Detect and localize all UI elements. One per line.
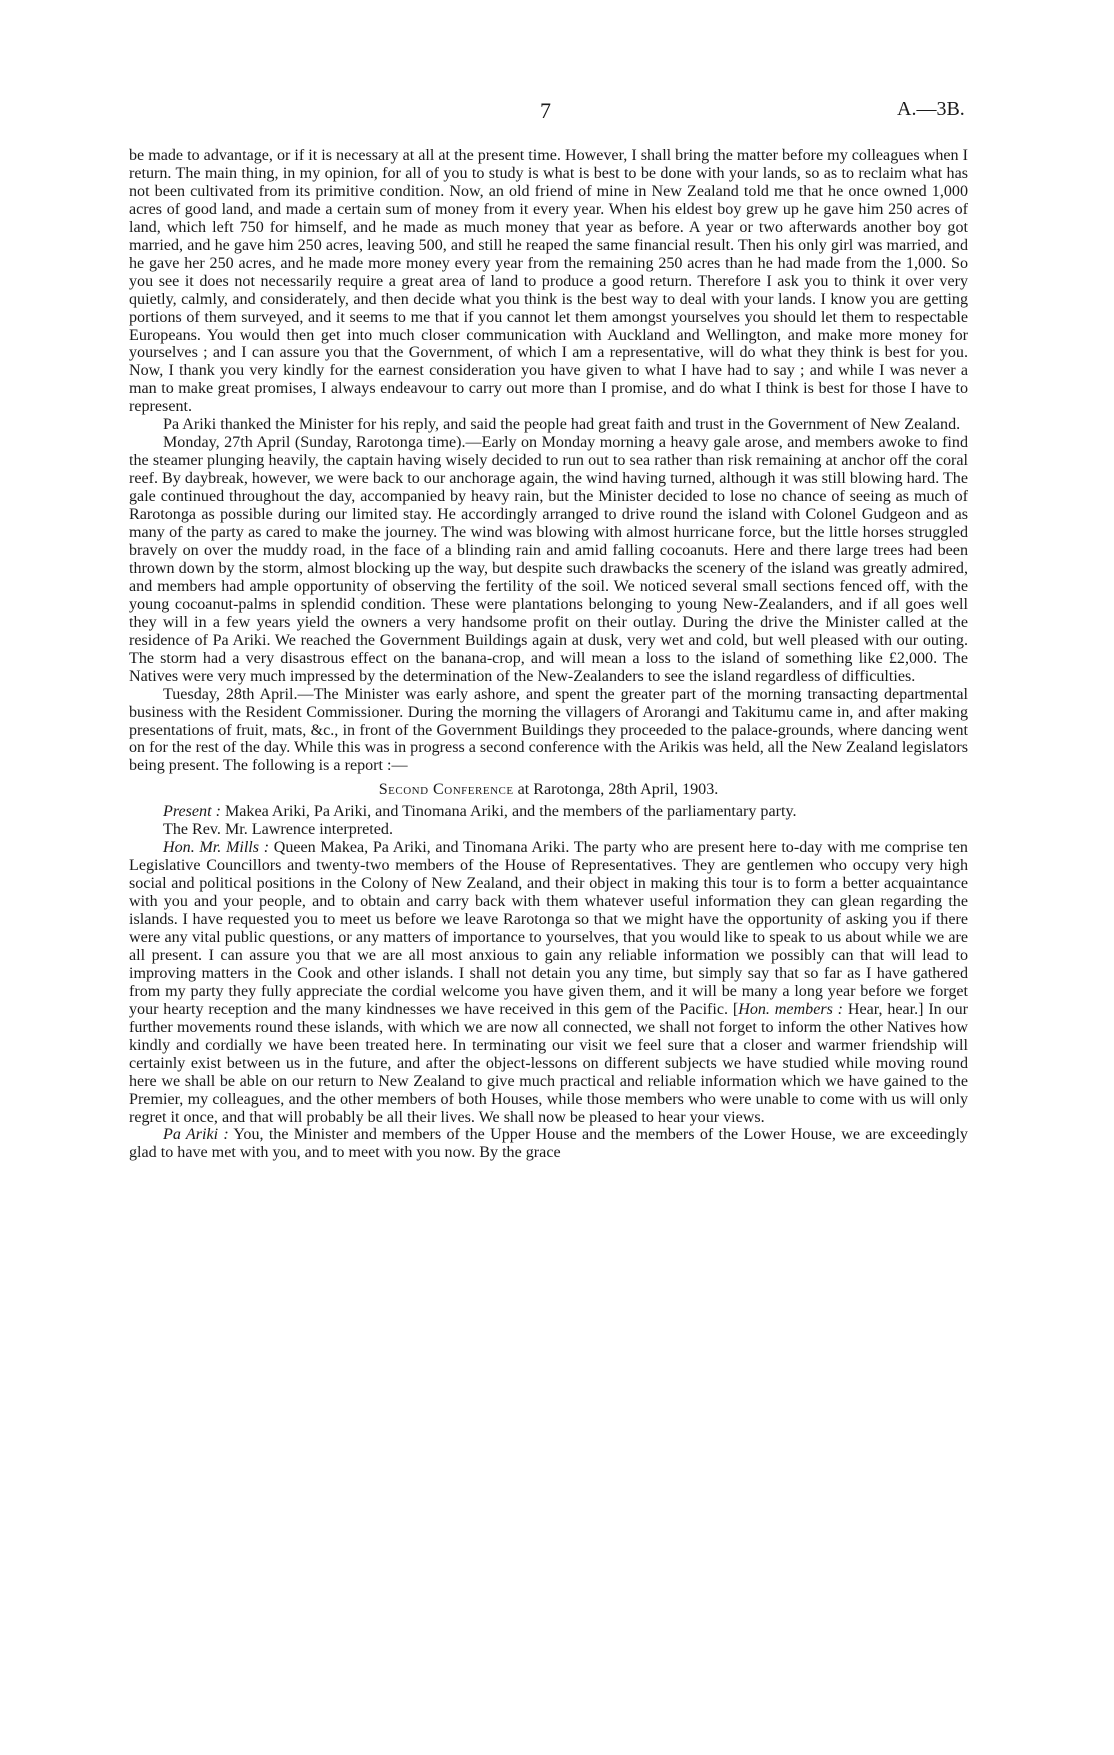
- mills-text-1: Queen Makea, Pa Ariki, and Tinomana Ariki. The party who are present here to-day with me comprise ten Legislative Councillors and twenty-two members of the House of Representatives. They are gentlemen who occupy very high social and political positions in the Colony of New Zealand, and their object in making this tour is to form a better acquaintance with you and your people, and to obtain and carry back with them whatever useful information they can glean regarding the islands. I have requested you to meet us before we leave Rarotonga so that we might have the opportunity of asking you if there were any vital public questions, or any matters of importance to yourselves, that you would like to speak to us about while we are all present. I can assure you that we are all most anxious to gain any reliable information we possibly can that will lead to improving matters in the Cook and other islands. I shall not detain you any time, but simply say that so far as I have gathered from my party they fully appreciate the cordial welcome you have given them, and it will be many a long year before we forget your hearty reception and the many kindnesses we have received in this gem of the Pacific. [: [129, 839, 968, 1018]
- mills-text-2: Hear, hear.] In our further movements round these islands, with which we are now all connected, we shall not forget to inform the other Natives how kindly and cordially we have been treated here. In terminating our visit we feel sure that a closer and warmer friendship will certainly exist between us in the future, and after the object-lessons on different subjects we have studied while moving round here we shall be able on our return to New Zealand to give much practical and reliable information which we have gained to the Premier, my colleagues, and the other members of both Houses, while those members who were unable to come with us will only regret it once, and that will probably be all their lives. We shall now be pleased to hear your views.: [129, 1000, 968, 1126]
- heading-smallcaps: Second Conference: [378, 781, 514, 799]
- document-reference: A.—3B.: [897, 98, 965, 120]
- pa-ariki-text: You, the Minister and members of the Upper House and the members of the Lower House, we are exceedingly glad to have met with you, and to meet with you now. By the grace: [129, 1126, 968, 1162]
- paragraph-interpreter: The Rev. Mr. Lawrence interpreted.: [163, 821, 393, 839]
- main-text: [129, 147, 968, 1162]
- present-text: Makea Ariki, Pa Ariki, and Tinomana Ariki, and the members of the parliamentary party.: [220, 803, 797, 821]
- page-number: 7: [540, 98, 552, 123]
- members-label: Hon. members :: [738, 1000, 844, 1018]
- paragraph-tuesday: Tuesday, 28th April.—The Minister was early ashore, and spent the greater part of the morning transacting departmental business with the Resident Commissioner. During the morning the villagers of Arorangi and Takitumu came in, and after making presentations of fruit, mats, &c., in front of the Government Buildings they proceeded to the palace-grounds, where dancing went on for the rest of the day. While this was in progress a second conference with the Arikis was held, all the New Zealand legislators being present. The following is a report :—: [129, 685, 968, 775]
- paragraph-monday-gale: Monday, 27th April (Sunday, Rarotonga time).—Early on Monday morning a heavy gale arose, and members awoke to find the steamer plunging heavily, the captain having wisely decided to run out to sea rather than risk remaining at anchor off the coral reef. By daybreak, however, we were back to our anchorage again, the wind having turned, although it was still blowing hard. The gale continued throughout the day, accompanied by heavy rain, but the Minister decided to lose no chance of seeing as much of Rarotonga as possible during our limited stay. He accordingly arranged to drive round the island with Colonel Gudgeon and as many of the party as cared to make the journey. The wind was blowing with almost hurricane force, but the little horses struggled bravely on over the muddy road, in the face of a blinding rain and amid falling cocoanuts. Here and there large trees had been thrown down by the storm, almost blocking up the way, but despite such drawbacks the scenery of the island was greatly admired, and members had ample opportunity of observing the fertility of the soil. We noticed several small sections fenced off, with the young cocoanut-palms in splendid condition. These were plantations belonging to young New-Zealanders, and if all goes well they will in a few years yield the owners a very handsome profit on their outlay. During the drive the Minister called at the residence of Pa Ariki. We reached the Government Buildings again at dusk, very wet and cold, but well pleased with our outing. The storm had a very disastrous effect on the banana-crop, and will mean a loss to the island of something like £2,000. The Natives were very much impressed by the determination of the New-Zealanders to see the island regardless of difficulties.: [129, 434, 968, 685]
- section-heading: [129, 781, 968, 799]
- paragraph-present: [129, 803, 968, 821]
- paragraph-pa-ariki-thanks: Pa Ariki thanked the Minister for his reply, and said the people had great faith and trust in the Government of New Zealand.: [163, 416, 961, 434]
- present-label: Present :: [163, 803, 221, 821]
- mills-label: Hon. Mr. Mills :: [163, 839, 270, 857]
- paragraph-pa-ariki-speech: [129, 1126, 968, 1162]
- paragraph-minister-reply: be made to advantage, or if it is necessary at all at the present time. However, I shall bring the matter before my colleagues when I return. The main thing, in my opinion, for all of you to study is what is best to be done with your lands, so as to reclaim what has not been cultivated from its primitive condition. Now, an old friend of mine in New Zealand told me that he once owned 1,000 acres of good land, and made a certain sum of money from it every year. When his eldest boy grew up he gave him 250 acres of land, which left 750 for himself, and he made as much money that year as before. A year or two afterwards another boy got married, and he gave him 250 acres, leaving 500, and still he reaped the same financial result. Then his only girl was married, and he gave her 250 acres, and he made more money every year from the remaining 250 acres than he had made from the 1,000. So you see it does not necessarily require a great area of land to produce a good return. Therefore I ask you to think it over very quietly, calmly, and considerately, and then decide what you think is the best way to deal with your lands. I know you are getting portions of them surveyed, and it seems to me that if you cannot let them amongst yourselves you should let them to respectable Europeans. You would then get into much closer communication with Auckland and Wellington, and make more money for yourselves ; and I can assure you that the Government, of which I am a representative, will do what they think is best for you. Now, I thank you very kindly for the earnest consideration you have given to what I have had to say ; and while I was never a man to make great promises, I always endeavour to carry out more than I promise, and do what I think is best for those I have to represent.: [129, 147, 968, 416]
- heading-rest: at Rarotonga, 28th April, 1903.: [513, 781, 719, 799]
- paragraph-mills-speech: [129, 839, 968, 1126]
- pa-ariki-label: Pa Ariki :: [163, 1126, 229, 1144]
